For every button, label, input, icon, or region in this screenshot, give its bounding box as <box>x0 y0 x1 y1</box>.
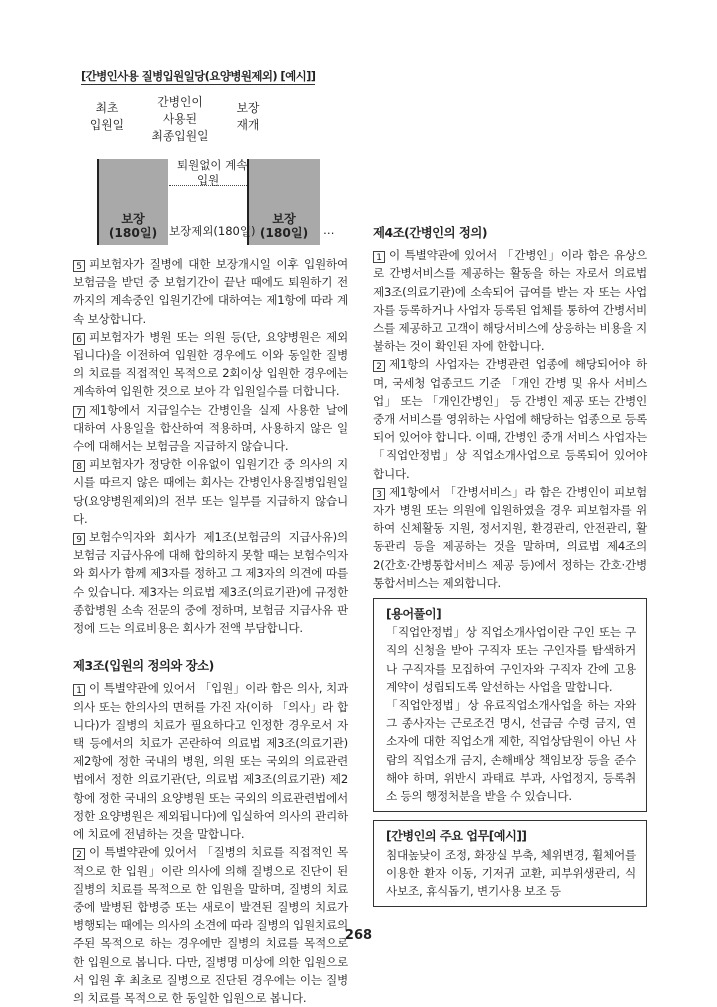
no-discharge-label: 퇴원없이 계속 <box>177 158 248 172</box>
paragraph-7 <box>73 401 348 456</box>
paragraph-8 <box>73 455 348 528</box>
paragraph-text: 이 특별약관에 있어서 「입원」이라 함은 의사, 치과의사 또는 한의사의 면허를 가진 자(이하 「의사」라 합니다)가 질병의 치료가 필요하다고 인정한 경우로서 자택 등에서의 치료가 곤란하여 의료법 제3조(의료기관) 제2항에 정한 국내의 병원, 의원 또는 국외의 의료관련법에서 정한 의료기관(단, 의료법 제3조(의료기관) 제2항에 정한 국내의 요양병원 또는 국외의 의료관련법에서 정한 요양병원은 제외됩니다)에 입실하여 의사의 관리하에 치료에 전념하는 것을 말합니다. <box>73 681 348 842</box>
paragraph-text: 이 특별약관에 있어서 「간병인」이라 함은 유상으로 간병서비스를 제공하는 활동을 하는 자로서 의료법 제3조(의료기관)에 소속되어 급여를 받는 자 또는 사업자를 등록하거나 사업자 등록된 업체를 통하여 간병서비스를 제공하고 고객이 해당서비스에 상응하는 비용을 지불하는 것이 확인된 자에 한합니다. <box>373 248 647 354</box>
paragraph-number: 7 <box>73 406 85 418</box>
admission-label: 입원 <box>197 173 220 187</box>
section-4-title: 제4조(간병인의 정의) <box>373 225 488 240</box>
paragraph-text: 피보험자가 정당한 이유없이 입원기간 중 의사의 지시를 따르지 않은 때에는 회사는 간병인사용질병입원일당(요양병원제외)의 전부 또는 일부를 지급하지 않습니다. <box>73 457 348 526</box>
section-3-paragraph-2 <box>73 843 348 1007</box>
right-column <box>373 64 647 907</box>
section-3-title: 제3조(입원의 정의와 장소) <box>73 658 214 674</box>
exclusion-label: 보장제외(180일) <box>169 224 256 238</box>
paragraph-text: 제1항에서 「간병서비스」라 함은 간병인이 피보험자가 병원 또는 의원에 입원하였을 경우 피보험자를 위하여 신체활동 지원, 정서지원, 환경관리, 안전관리, 활동관리 등을 제공하는 것을 말하며, 의료법 제4조의2(간호·간병통합서비스 제공 등)에서 정하는 간호·간병통합서비스는 제외합니다. <box>373 484 647 590</box>
coverage-block-1 <box>98 159 168 245</box>
section-3-paragraph-1 <box>73 679 348 843</box>
paragraph-number: 2 <box>373 360 385 372</box>
section-4-paragraph-1 <box>373 246 647 355</box>
paragraph-text: 보험수익자와 회사가 제1조(보험금의 지급사유)의 보험금 지급사유에 대해 합의하지 못할 때는 보험수익자와 회사가 함께 제3자를 정하고 그 제3자의 의견에 따를 수 있습니다. 제3자는 의료법 제3조(의료기관)에 규정한 종합병원 소속 전문의 중에 정하며, 보험금 지급사유 판정에 드는 의료비용은 회사가 전액 부담합니다. <box>73 530 348 636</box>
paragraph-text: 피보험자가 병원 또는 의원 등(단, 요양병원은 제외됩니다)을 이전하여 입원한 경우에도 이와 동일한 질병의 치료를 직접적인 목적으로 2회이상 입원한 경우에는 계속하여 입원한 것으로 보아 각 입원일수를 더합니다. <box>73 329 348 399</box>
duties-title: [간병인의 주요 업무[예시]] <box>386 829 527 844</box>
paragraph-number: 2 <box>73 848 85 860</box>
glossary-title: [용어풀이] <box>386 607 442 622</box>
coverage-block-2 <box>248 159 320 245</box>
paragraph-6 <box>73 328 348 401</box>
paragraph-number: 5 <box>73 260 85 272</box>
paragraph-text: 제1항의 사업자는 간병관련 업종에 해당되어야 하며, 국세청 업종코드 기준 「개인 간병 및 유사 서비스업」 또는 「개인간병인」 등 간병인 제공 또는 간병인 중개 서비스를 영위하는 사업에 해당하는 업종으로 등록되어 있어야 합니다. 이때, 간병인 중개 서비스 사업자는 「직업안정법」상 직업소개사업으로 등록되어 있어야 합니다. <box>373 357 647 481</box>
paragraph-number: 9 <box>73 533 85 545</box>
diagram-title: [간병인사용 질병입원일당(요양병원제외) [예시]] <box>81 69 316 83</box>
paragraph-number: 6 <box>73 333 85 345</box>
duties-text: 침대높낮이 조정, 화장실 부축, 체위변경, 휠체어를 이용한 환자 이동, 기저귀 교환, 피부위생관리, 식사보조, 휴식돕기, 변기사용 보조 등 <box>386 847 636 898</box>
last-day-label: 간병인이 사용된 최종입원일 <box>151 95 209 143</box>
coverage-block-2-label: 보장 (180일) <box>259 212 309 240</box>
paragraph-text: 이 특별약관에 있어서 「질병의 치료를 직접적인 목적으로 한 입원」이란 의사에 의해 질병으로 진단이 된 질병의 치료를 목적으로 한 입원을 말하며, 질병의 치료중에 발병된 합병증 또는 새로이 발견된 질병의 치료가 병행되는 때에는 의사의 소견에 따라 질병의 입원치료의 주된 목적으로 하는 경우에만 질병의 치료를 목적으로 한 입원으로 봅니다. 다만, 질병명 미상에 의한 입원으로서 입원 후 최초로 질병으로 진단된 경우에는 이는 질병의 치료를 목적으로 한 동일한 입원으로 봅니다. <box>73 845 348 1005</box>
coverage-block-1-label: 보장 (180일) <box>108 212 158 240</box>
section-4-paragraph-2 <box>373 355 647 482</box>
first-admission-label: 최초 입원일 <box>89 101 125 132</box>
paragraph-number: 1 <box>373 251 385 263</box>
paragraph-number: 1 <box>73 684 85 696</box>
glossary-paragraph: 「직업안정법」상 유료직업소개사업을 하는 자와 그 종사자는 근로조건 명시, 선급금 수령 금지, 연소자에 대한 직업소개 제한, 직업상담원이 아닌 사람의 직업소개 금지, 손해배상 책임보장 등을 준수해야 하며, 위반시 과태료 부과, 사업정지, 등록취소 등의 행정처분을 받을 수 있습니다. <box>386 698 636 804</box>
glossary-paragraph: 「직업안정법」상 직업소개사업이란 구인 또는 구직의 신청을 받아 구직자 또는 구인자를 탐색하거나 구직자를 모집하여 구인자와 구직자 간에 고용계약이 성립되도록 알선하는 사업을 말합니다. <box>386 625 636 694</box>
paragraph-text: 피보험자가 질병에 대한 보장개시일 이후 입원하여 보험금을 받던 중 보험기간이 끝난 때에도 퇴원하기 전까지의 계속중인 입원기간에 대하여는 제1항에 따라 계속 보상합니다. <box>73 257 348 326</box>
paragraph-text: 제1항에서 지급일수는 간병인을 실제 사용한 날에 대하여 사용일을 합산하여 적용하며, 사용하지 않은 일수에 대해서는 보험금을 지급하지 않습니다. <box>73 402 348 454</box>
duties-box <box>373 820 647 907</box>
left-column <box>73 255 348 1007</box>
start-line <box>97 159 99 245</box>
paragraph-5 <box>73 255 348 328</box>
section-4-paragraph-3 <box>373 483 647 592</box>
reentry-label: 보장 재개 <box>236 101 260 132</box>
coverage-diagram <box>73 64 349 252</box>
ellipsis: … <box>323 223 335 237</box>
glossary-box <box>373 598 647 812</box>
paragraph-number: 3 <box>373 488 385 500</box>
page-number: 268 <box>344 928 373 943</box>
paragraph-number: 8 <box>73 460 85 472</box>
paragraph-9 <box>73 528 348 637</box>
